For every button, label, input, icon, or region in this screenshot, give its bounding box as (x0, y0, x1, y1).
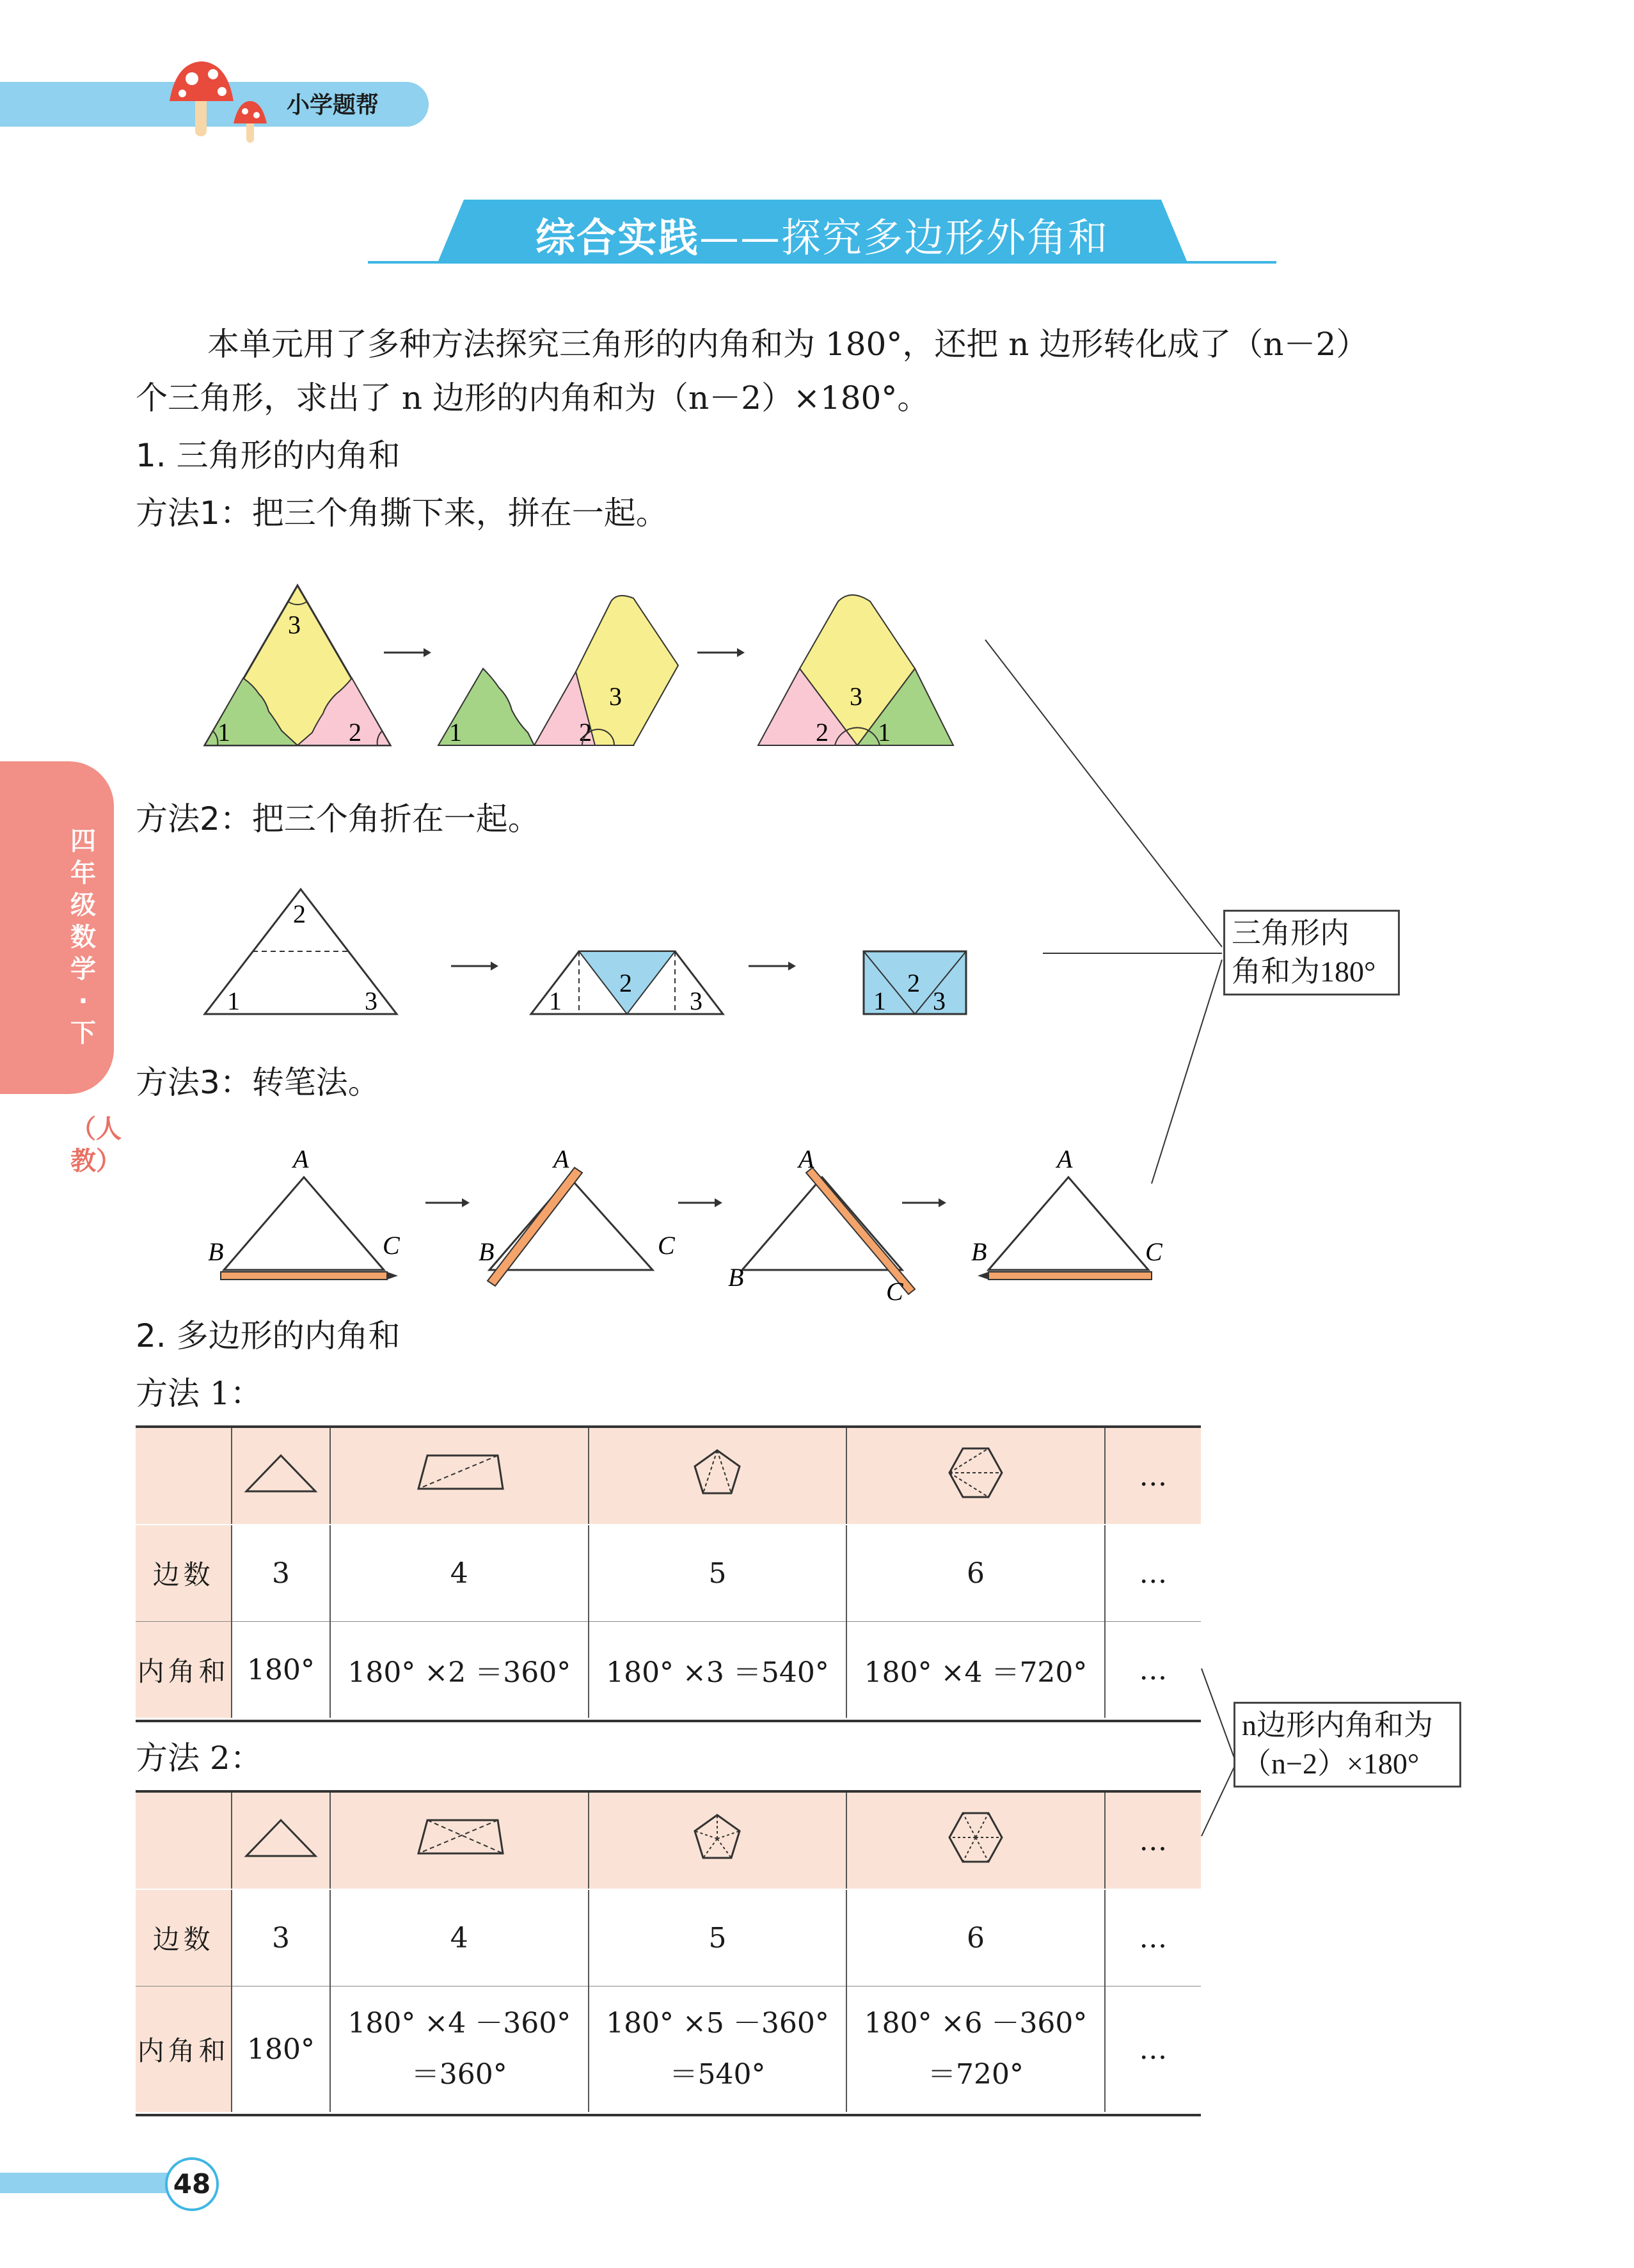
sum-cell: 180° ×4 ＝720° (846, 1622, 1105, 1718)
polygon-conclusion-box (1233, 1702, 1461, 1788)
hexagon-divided-icon (846, 1428, 1105, 1525)
angle-label: 3 (609, 682, 622, 711)
mushroom-icon (163, 56, 278, 146)
sum-result: ＝360° (411, 2058, 507, 2091)
sides-cell: 3 (232, 1525, 330, 1622)
vertex-label: C (886, 1277, 903, 1305)
vertex-label: C (383, 1231, 400, 1260)
side-edition: （人教） (70, 1114, 122, 1176)
fold-final (864, 951, 966, 1015)
angle-label: 3 (850, 682, 862, 711)
vertex-label: A (1057, 1145, 1073, 1173)
row-label-sides: 边数 (136, 1889, 232, 1986)
angle-label: 1 (218, 718, 230, 747)
triangle-conclusion-line-1: 三角形内 (1232, 917, 1349, 949)
quadrilateral-divided-icon (330, 1428, 589, 1525)
sides-cell: 5 (589, 1889, 847, 1986)
shape-row (136, 1793, 1201, 1889)
angle-label: 3 (690, 987, 702, 1015)
hexagon-center-divided-icon (846, 1793, 1105, 1889)
sides-cell: 5 (589, 1525, 847, 1622)
polygon-conclusion-line-1: n边形内角和为 (1242, 1709, 1433, 1741)
pencil-step3 (728, 1145, 915, 1305)
sum-cell: … (1105, 1986, 1201, 2113)
triangle-icon (232, 1793, 330, 1889)
triangle-icon (232, 1428, 330, 1525)
section1-heading: 1. 三角形的内角和 (136, 437, 401, 474)
sum-expression: 180° ×4 －360° (347, 2007, 571, 2040)
vertex-label: A (293, 1145, 309, 1173)
sum-result: ＝720° (928, 2058, 1024, 2091)
triangle-conclusion-box (1223, 910, 1400, 995)
angle-label: 3 (365, 987, 377, 1015)
arrow-head-icon (491, 962, 498, 971)
page-number: 48 (165, 2157, 219, 2211)
pencil-step2 (479, 1145, 676, 1286)
method1-caption: 方法1：把三个角撕下来，拼在一起。 (136, 495, 668, 532)
footer-band (0, 2173, 192, 2193)
angle-label: 2 (619, 969, 632, 997)
method2-table-label: 方法 2： (136, 1740, 262, 1777)
sides-cell: … (1105, 1889, 1201, 1986)
sum-cell (846, 1986, 1105, 2113)
pentagon-divided-icon (589, 1428, 847, 1525)
angle-label: 1 (227, 987, 240, 1015)
intro-paragraph (136, 317, 1511, 425)
connector-lines (960, 627, 1254, 1203)
polygon-conclusion-line-2: （n−2）×180° (1242, 1747, 1420, 1780)
method1-figure (192, 563, 979, 755)
torn-triangle-final (758, 595, 953, 747)
sum-cell: 180° (232, 1622, 330, 1718)
section2-heading: 2. 多边形的内角和 (136, 1317, 401, 1354)
method1-table-label: 方法 1： (136, 1375, 262, 1412)
vertex-label: A (553, 1145, 569, 1173)
vertex-label: B (728, 1263, 744, 1292)
method3-caption: 方法3：转笔法。 (136, 1064, 380, 1101)
angle-label: 2 (293, 900, 306, 928)
sides-cell: 6 (846, 1889, 1105, 1986)
table2-bottom-rule (136, 2114, 1201, 2116)
torn-triangle-step2 (438, 596, 678, 747)
angle-label: 1 (549, 987, 562, 1015)
intro-line-2: 个三角形，求出了 n 边形的内角和为（n－2）×180°。 (136, 379, 930, 416)
quadrilateral-center-divided-icon (330, 1793, 589, 1889)
sum-expression: 180° ×6 －360° (864, 2007, 1088, 2040)
vertex-label: B (971, 1237, 987, 1266)
sides-row (136, 1525, 1201, 1622)
sum-result: ＝540° (669, 2058, 766, 2091)
title-dash: —— (699, 214, 781, 261)
sum-cell: 180° (232, 1986, 330, 2113)
arrow-head-icon (939, 1198, 946, 1207)
row-label-sum: 内角和 (136, 1986, 232, 2113)
sides-cell: 3 (232, 1889, 330, 1986)
vertex-label: C (658, 1231, 675, 1260)
angle-label: 1 (878, 718, 891, 747)
sides-row (136, 1889, 1201, 1986)
intro-line-1: 本单元用了多种方法探究三角形的内角和为 180°，还把 n 边形转化成了（n－2） (207, 326, 1368, 363)
sides-cell: 4 (330, 1889, 589, 1986)
section-title (368, 200, 1276, 264)
vertex-label: B (208, 1237, 224, 1266)
row-label-sum: 内角和 (136, 1622, 232, 1718)
title-sub: 探究多边形外角和 (781, 214, 1109, 261)
arrow-head-icon (715, 1198, 722, 1207)
arrow-head-icon (737, 648, 745, 657)
side-tab (0, 761, 114, 1094)
vertex-label: A (798, 1145, 814, 1173)
angle-label: 1 (873, 987, 886, 1015)
angle-label: 1 (449, 718, 462, 747)
sum-cell: … (1105, 1622, 1201, 1718)
sum-row (136, 1986, 1201, 2113)
brand-title: 小学题帮 (287, 92, 379, 118)
angle-label: 3 (288, 610, 301, 639)
angle-label: 2 (579, 718, 592, 747)
angle-label: 3 (933, 987, 946, 1015)
pencil-step1 (208, 1145, 401, 1280)
sum-cell (330, 1986, 589, 2113)
vertex-label: C (1145, 1237, 1162, 1266)
method2-table (136, 1793, 1201, 2112)
method1-table (136, 1428, 1201, 1718)
title-main: 综合实践 (535, 214, 699, 261)
table1-bottom-rule (136, 1720, 1201, 1722)
angle-label: 2 (907, 969, 920, 997)
sides-cell: … (1105, 1525, 1201, 1622)
sides-cell: 6 (846, 1525, 1105, 1622)
angle-label: 2 (349, 718, 361, 747)
sum-cell: 180° ×2 ＝360° (330, 1622, 589, 1718)
vertex-label: B (479, 1237, 495, 1266)
arrow-head-icon (788, 962, 796, 971)
side-grade: 四年级数学·下 (70, 827, 96, 1048)
sum-expression: 180° ×5 －360° (606, 2007, 829, 2040)
sum-cell (589, 1986, 847, 2113)
row-label-sides: 边数 (136, 1525, 232, 1622)
torn-triangle-original (205, 585, 390, 747)
more-shapes-ellipsis: … (1105, 1428, 1201, 1525)
more-shapes-ellipsis: … (1105, 1793, 1201, 1889)
arrow-head-icon (462, 1198, 470, 1207)
fold-step2 (531, 951, 723, 1015)
shape-row (136, 1428, 1201, 1525)
arrow-head-icon (424, 648, 431, 657)
sides-cell: 4 (330, 1525, 589, 1622)
angle-label: 2 (816, 718, 829, 747)
method2-figure (192, 876, 979, 1024)
triangle-conclusion-line-2: 角和为180° (1232, 955, 1376, 988)
method2-caption: 方法2：把三个角折在一起。 (136, 800, 540, 837)
pentagon-center-divided-icon (589, 1793, 847, 1889)
sum-row (136, 1622, 1201, 1718)
sum-cell: 180° ×3 ＝540° (589, 1622, 847, 1718)
